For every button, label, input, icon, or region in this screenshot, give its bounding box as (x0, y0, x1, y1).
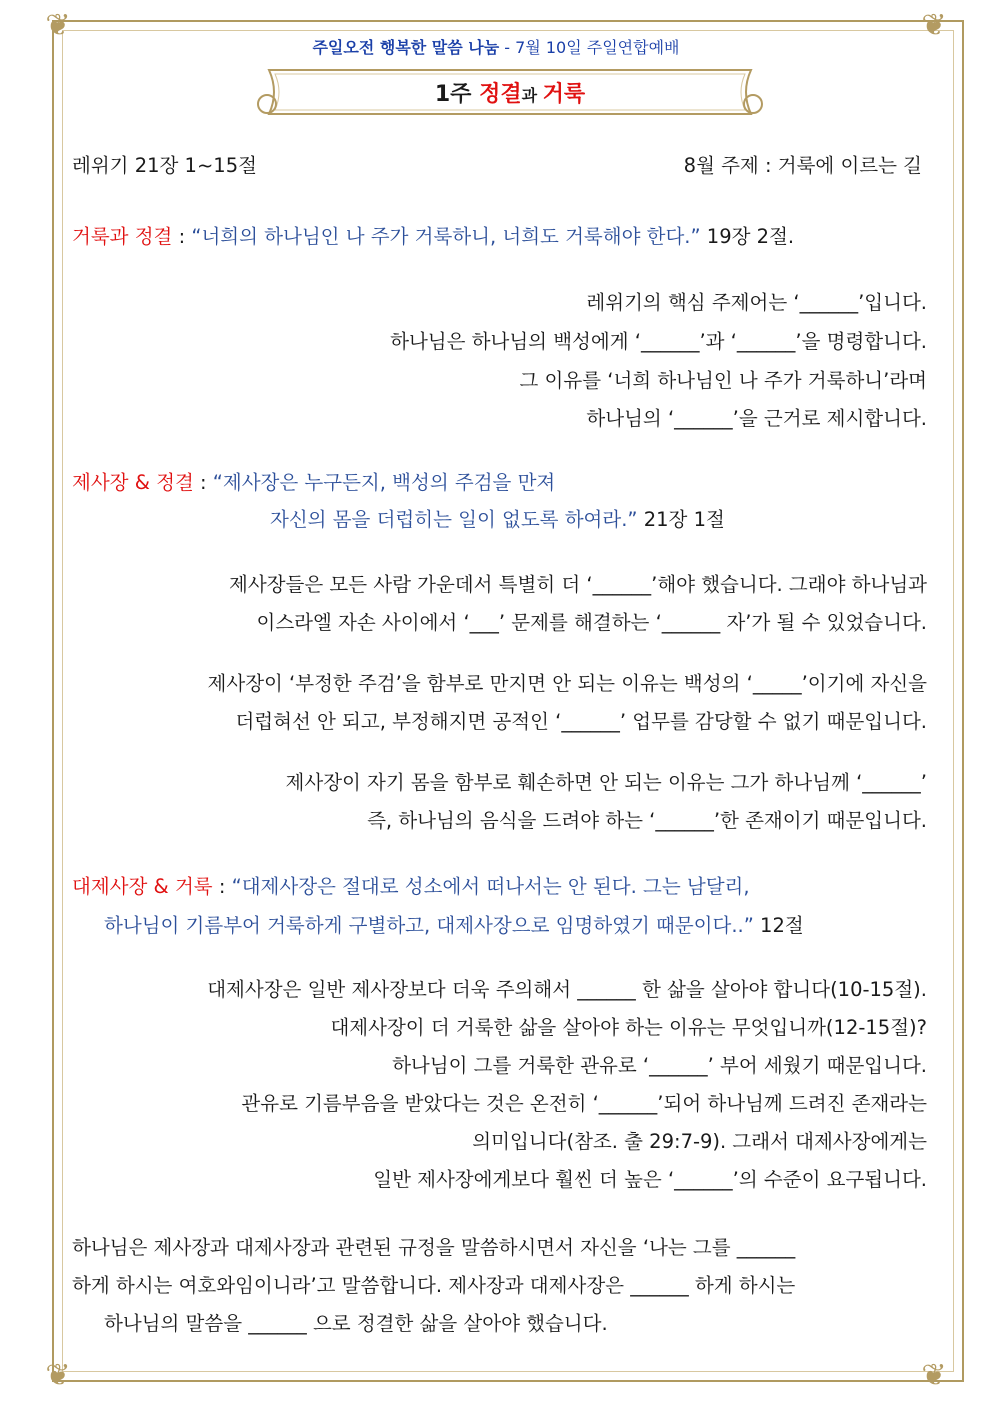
section-high-priest-quote: 하나님이 기름부어 거룩하게 구별하고, 대제사장으로 임명하였기 때문이다..” 12절 (104, 914, 804, 937)
header-title: 주일오전 행복한 말씀 나눔 (312, 38, 500, 57)
closing-line: 하나님은 제사장과 대제사장과 관련된 규정을 말씀하시면서 자신을 ‘나는 그를 ______ (72, 1236, 796, 1259)
fill-blank-line: 그 이유를 ‘너희 하나님인 나 주가 거룩하니’라며 (519, 369, 927, 392)
header-date: - 7월 10일 주일연합예배 (499, 38, 680, 57)
section-priest-quote: 자신의 몸을 더럽히는 일이 없도록 하여라.” 21장 1절 (270, 508, 725, 531)
fill-blank-line: 의미입니다(참조. 출 29:7-9). 그래서 대제사장에게는 (472, 1130, 927, 1153)
fill-blank-line: 제사장들은 모든 사람 가운데서 특별히 더 ‘______’해야 했습니다. 그래야 하나님과 (229, 573, 927, 596)
title-banner (255, 64, 765, 120)
corner-ornament-icon: ❦ (921, 8, 947, 43)
fill-blank-line: 제사장이 자기 몸을 함부로 훼손하면 안 되는 이유는 그가 하나님께 ‘______’ (285, 771, 927, 794)
scripture-reference: 레위기 21장 1~15절 (72, 154, 257, 177)
closing-line: 하나님의 말씀을 ______ 으로 정결한 삶을 살아야 했습니다. (104, 1312, 608, 1335)
fill-blank-line: 하나님이 그를 거룩한 관유로 ‘______’ 부어 세웠기 때문입니다. (392, 1054, 927, 1077)
fill-blank-line: 하나님은 하나님의 백성에게 ‘______’과 ‘______’을 명령합니다. (390, 330, 927, 353)
corner-ornament-icon: ❦ (45, 1358, 71, 1393)
fill-blank-line: 하나님의 ‘______’을 근거로 제시합니다. (586, 407, 927, 430)
fill-blank-line: 관유로 기름부음을 받았다는 것은 온전히 ‘______’되어 하나님께 드려진 존재라는 (241, 1092, 927, 1115)
lesson-title: 1주 정결과 거룩 (434, 82, 586, 107)
section-holiness-purity: 거룩과 정결 : “너희의 하나님인 나 주가 거룩하니, 너희도 거룩해야 한다.” 19장 2절. (72, 225, 795, 248)
page-header (0, 35, 992, 58)
fill-blank-line: 레위기의 핵심 주제어는 ‘______’입니다. (586, 291, 927, 314)
corner-ornament-icon: ❦ (45, 8, 71, 43)
fill-blank-line: 일반 제사장에게보다 훨씬 더 높은 ‘______’의 수준이 요구됩니다. (373, 1168, 927, 1191)
fill-blank-line: 대제사장은 일반 제사장보다 더욱 주의해서 ______ 한 삶을 살아야 합니다(10-15절). (207, 978, 927, 1001)
fill-blank-line: 이스라엘 자손 사이에서 ‘___’ 문제를 해결하는 ‘______ 자’가 될 수 있었습니다. (256, 611, 927, 634)
monthly-theme: 8월 주제 : 거룩에 이르는 길 (683, 154, 922, 177)
section-priest-purity: 제사장 & 정결 : “제사장은 누구든지, 백성의 주검을 만져 (72, 471, 556, 494)
closing-line: 하게 하시는 여호와임이니라’고 말씀합니다. 제사장과 대제사장은 ______ 하게 하시는 (72, 1274, 796, 1297)
fill-blank-line: 더럽혀선 안 되고, 부정해지면 공적인 ‘______’ 업무를 감당할 수 없기 때문입니다. (235, 710, 927, 733)
fill-blank-line: 즉, 하나님의 음식을 드려야 하는 ‘______’한 존재이기 때문입니다. (367, 809, 927, 832)
fill-blank-line: 제사장이 ‘부정한 주검’을 함부로 만지면 안 되는 이유는 백성의 ‘_____’이기에 자신을 (207, 672, 927, 695)
corner-ornament-icon: ❦ (921, 1358, 947, 1393)
fill-blank-line: 대제사장이 더 거룩한 삶을 살아야 하는 이유는 무엇입니까(12-15절)? (330, 1016, 927, 1039)
section-high-priest-holiness: 대제사장 & 거룩 : “대제사장은 절대로 성소에서 떠나서는 안 된다. 그는 남달리, (72, 875, 750, 898)
